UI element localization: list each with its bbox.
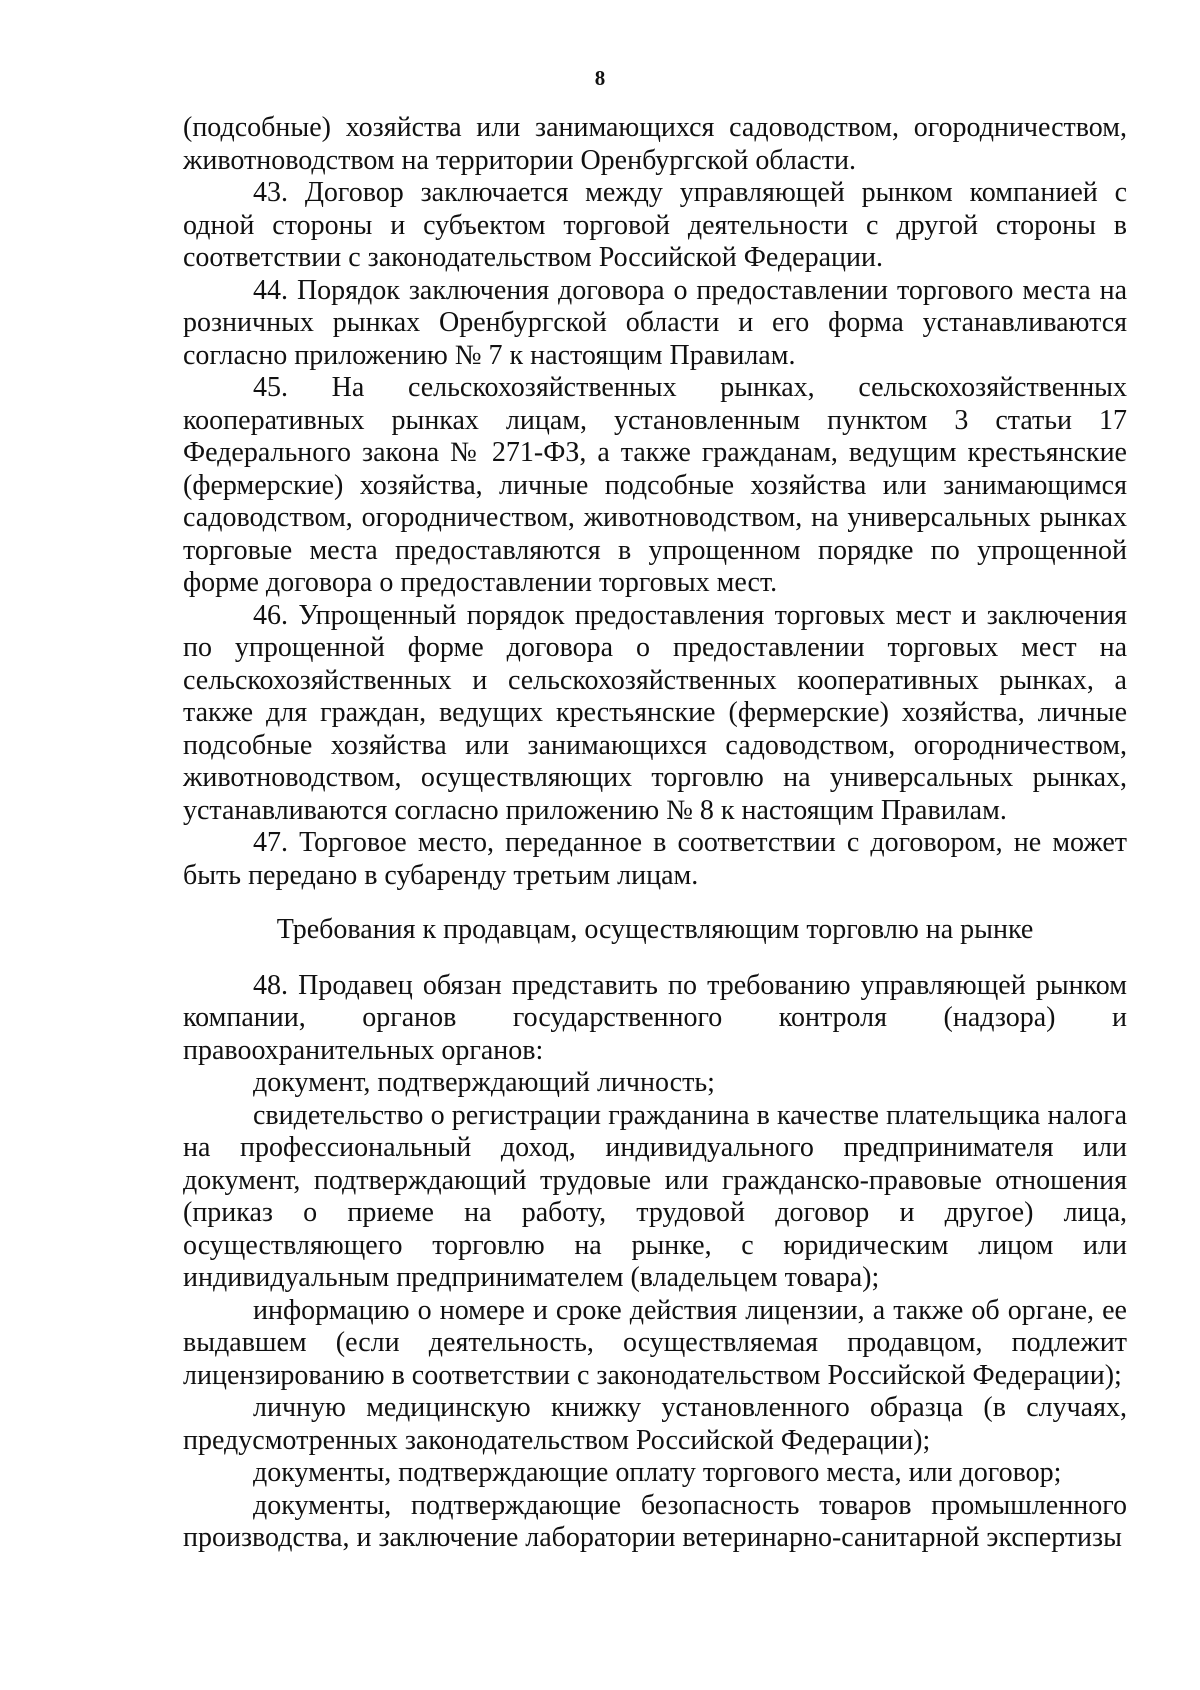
- list-item-medical-book: личную медицинскую книжку установленного образца (в случаях, предусмотренных законодательством Российской Федерации);: [183, 1392, 1127, 1456]
- paragraph-43: 43. Договор заключается между управляющей рынком компанией с одной стороны и субъектом торговой деятельности с другой стороны в соответствии с законодательством Российской Федерации.: [183, 177, 1127, 273]
- list-item-safety-documents: документы, подтверждающие безопасность товаров промышленного производства, и заключение лаборатории ветеринарно-санитарной экспертизы: [183, 1489, 1127, 1553]
- page-number: 8: [594, 66, 606, 90]
- list-item-license-info: информацию о номере и сроке действия лицензии, а также об органе, ее выдавшем (если деятельность, осуществляемая продавцом, подлежит лицензированию в соответствии с законодательством Российской Федерации);: [183, 1294, 1127, 1391]
- paragraph-48: 48. Продавец обязан представить по требованию управляющей рынком компании, органов государственного контроля (надзора) и правоохранительных органов:: [183, 969, 1127, 1066]
- paragraph-46: 46. Упрощенный порядок предоставления торговых мест и заключения по упрощенной форме договора о предоставлении торговых мест на сельскохозяйственных и сельскохозяйственных кооперативных рынках, а также для граждан, ведущих крестьянские (фермерские) хозяйства, личные подсобные хозяйства или занимающихся садоводством, огородничеством, животноводством, осуществляющих торговлю на универсальных рынках, устанавливаются согласно приложению № 8 к настоящим Правилам.: [183, 599, 1127, 826]
- document-body: [183, 112, 1127, 1555]
- paragraph-47: 47. Торговое место, переданное в соответствии с договором, не может быть передано в субаренду третьим лицам.: [183, 827, 1127, 891]
- list-item-payment-documents: документы, подтверждающие оплату торгового места, или договор;: [253, 1457, 1062, 1488]
- paragraph-45: 45. На сельскохозяйственных рынках, сельскохозяйственных кооперативных рынках лицам, установленным пунктом 3 статьи 17 Федерального закона № 271-ФЗ, а также гражданам, ведущим крестьянские (фермерские) хозяйства, личные подсобные хозяйства или занимающимся садоводством, огородничеством, животноводством, на универсальных рынках торговые места предоставляются в упрощенном порядке по упрощенной форме договора о предоставлении торговых мест.: [183, 372, 1127, 598]
- paragraph-44: 44. Порядок заключения договора о предоставлении торгового места на розничных рынках Оренбургской области и его форма устанавливаются согласно приложению № 7 к настоящим Правилам.: [183, 274, 1127, 371]
- paragraph-continuation: (подсобные) хозяйства или занимающихся садоводством, огородничеством, животноводством на территории Оренбургской области.: [183, 112, 1127, 176]
- list-item-identity-document: документ, подтверждающий личность;: [253, 1067, 715, 1098]
- list-item-registration-certificate: свидетельство о регистрации гражданина в качестве плательщика налога на профессиональный доход, индивидуального предпринимателя или документ, подтверждающий трудовые или гражданско-правовые отношения (приказ о приеме на работу, трудовой договор и другое) лица, осуществляющего торговлю на рынке, с юридическим лицом или индивидуальным предпринимателем (владельцем товара);: [183, 1099, 1127, 1293]
- section-heading: Требования к продавцам, осуществляющим торговлю на рынке: [276, 914, 1034, 945]
